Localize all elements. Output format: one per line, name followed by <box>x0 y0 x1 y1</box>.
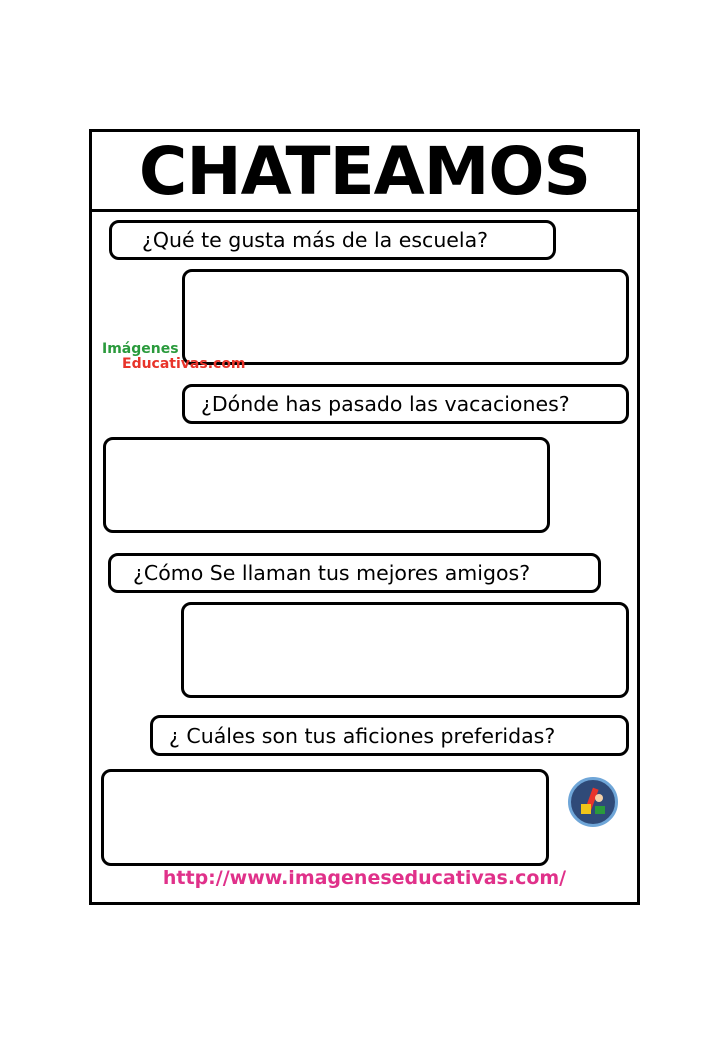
worksheet <box>89 129 640 905</box>
answer-2-box[interactable] <box>103 437 550 533</box>
question-1-box <box>109 220 556 260</box>
question-3-box <box>108 553 601 593</box>
question-1-text: ¿Qué te gusta más de la escuela? <box>142 228 489 252</box>
site-logo <box>102 342 246 373</box>
answer-4-box[interactable] <box>101 769 549 866</box>
question-4-text: ¿ Cuáles son tus aficiones preferidas? <box>169 723 556 748</box>
question-2-box <box>182 384 629 424</box>
question-2-text: ¿Dónde has pasado las vacaciones? <box>201 392 570 416</box>
logo-line-2: Educativas.com <box>122 356 246 373</box>
title-bar <box>92 132 637 212</box>
page-title: CHATEAMOS <box>138 132 591 210</box>
logo-line-1: Imágenes <box>102 341 179 357</box>
answer-1-box[interactable] <box>182 269 629 365</box>
answer-3-box[interactable] <box>181 602 629 698</box>
question-4-box <box>150 715 629 756</box>
question-3-text: ¿Cómo Se llaman tus mejores amigos? <box>133 561 531 585</box>
badge-logo-icon <box>568 777 618 827</box>
website-url[interactable]: http://www.imageneseducativas.com/ <box>162 867 567 889</box>
